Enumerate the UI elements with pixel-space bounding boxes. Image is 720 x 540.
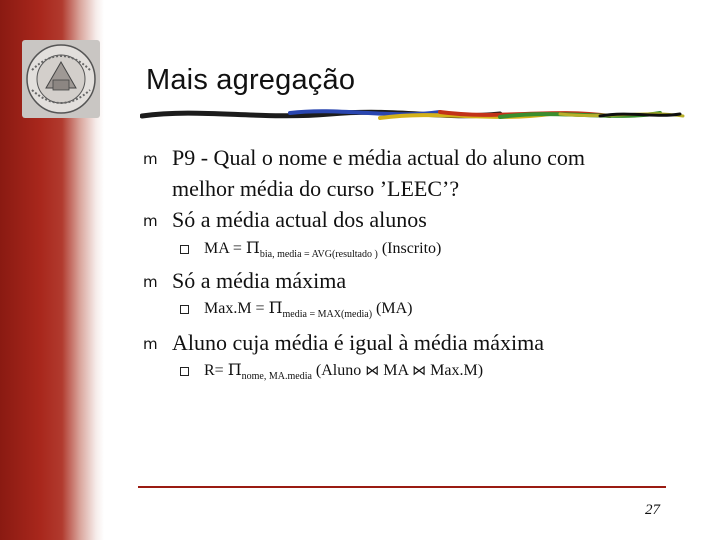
bullet-text: Aluno cuja média é igual à média máxima [172,330,545,355]
formula-part: Max.M) [426,362,484,379]
sub-bullet-icon [180,245,189,254]
bullet-text: Só a média máxima [172,268,347,293]
projection-subscript: media = MAX(media) [282,309,373,320]
formula-maxm [204,298,412,319]
footer-divider [138,486,666,488]
formula-lhs: MA = [204,240,246,257]
sub-bullet-icon [180,367,189,376]
join-icon: ⋈ [365,363,380,379]
formula-part: MA [379,362,413,379]
projection-subscript: nome, MA.media [241,371,312,382]
decorative-brush-stroke [140,104,685,126]
join-icon: ⋈ [412,363,427,379]
projection-symbol: Π [227,360,242,379]
bullet-icon: m [143,335,158,353]
bullet-icon: m [143,212,158,230]
formula-ma [204,238,441,259]
page-number: 27 [645,502,660,518]
formula-rest: (Inscrito) [377,240,442,257]
bullet-icon: m [143,273,158,291]
formula-lhs: Max.M = [204,300,269,317]
slide-title: Mais agregação [146,64,356,96]
formula-part: (Aluno [311,362,366,379]
formula-r [204,360,483,381]
university-seal-icon [22,40,100,118]
bullet-text-continued: melhor média do curso ’LEEC’? [172,176,460,201]
sub-bullet-icon [180,305,189,314]
projection-subscript: bia, media = AVG(resultado ) [259,249,378,260]
formula-lhs: R= [204,362,228,379]
bullet-text: P9 - Qual o nome e média actual do aluno com [172,145,585,170]
formula-rest: (MA) [372,300,413,317]
bullet-icon: m [143,150,158,168]
projection-symbol: Π [245,238,260,257]
projection-symbol: Π [268,298,283,317]
bullet-text: Só a média actual dos alunos [172,207,427,232]
